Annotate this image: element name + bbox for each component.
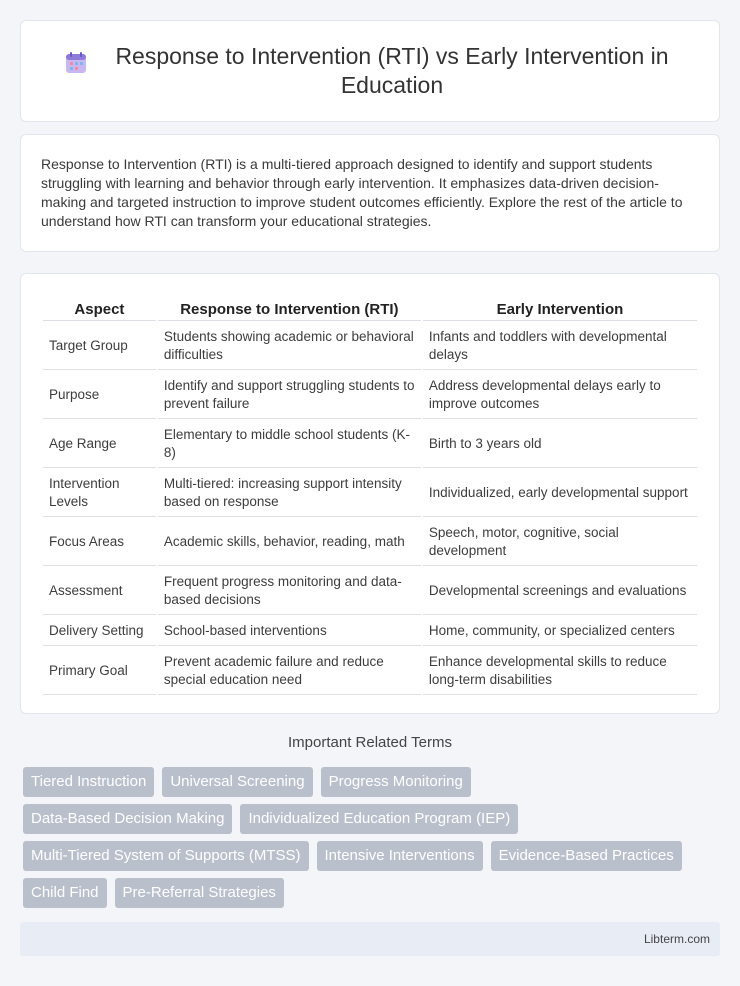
table-cell-early-intervention: Infants and toddlers with developmental delays (423, 323, 697, 370)
table-cell-aspect: Primary Goal (43, 648, 156, 695)
comparison-table-card (20, 273, 720, 714)
table-cell-rti: Identify and support struggling students to prevent failure (158, 372, 421, 419)
table-cell-early-intervention: Enhance developmental skills to reduce long-term disabilities (423, 648, 697, 695)
table-cell-aspect: Purpose (43, 372, 156, 419)
tag-row (23, 878, 723, 908)
column-header-rti: Response to Intervention (RTI) (158, 296, 421, 321)
tag-data-based-decision-making[interactable]: Data-Based Decision Making (23, 804, 232, 834)
table-cell-early-intervention: Address developmental delays early to improve outcomes (423, 372, 697, 419)
comparison-table (41, 294, 699, 697)
table-row (43, 372, 697, 419)
tag-child-find[interactable]: Child Find (23, 878, 107, 908)
table-cell-aspect: Intervention Levels (43, 470, 156, 517)
column-header-early-intervention: Early Intervention (423, 296, 697, 321)
table-row (43, 617, 697, 646)
table-cell-rti: Multi-tiered: increasing support intensity based on response (158, 470, 421, 517)
table-cell-early-intervention: Developmental screenings and evaluations (423, 568, 697, 615)
table-cell-aspect: Age Range (43, 421, 156, 468)
intro-card (20, 134, 720, 252)
table-cell-rti: School-based interventions (158, 617, 421, 646)
table-cell-aspect: Delivery Setting (43, 617, 156, 646)
tag-evidence-based-practices[interactable]: Evidence-Based Practices (491, 841, 682, 871)
table-cell-rti: Prevent academic failure and reduce special education need (158, 648, 421, 695)
table-header-row (43, 296, 697, 321)
table-row (43, 519, 697, 566)
table-cell-aspect: Assessment (43, 568, 156, 615)
table-cell-aspect: Focus Areas (43, 519, 156, 566)
tag-universal-screening[interactable]: Universal Screening (162, 767, 312, 797)
table-row (43, 470, 697, 517)
table-cell-rti: Elementary to middle school students (K-8) (158, 421, 421, 468)
tag-pre-referral-strategies[interactable]: Pre-Referral Strategies (115, 878, 284, 908)
table-cell-early-intervention: Home, community, or specialized centers (423, 617, 697, 646)
table-cell-rti: Academic skills, behavior, reading, math (158, 519, 421, 566)
footer (20, 922, 720, 956)
table-cell-early-intervention: Individualized, early developmental support (423, 470, 697, 517)
table-row (43, 323, 697, 370)
tag-tiered-instruction[interactable]: Tiered Instruction (23, 767, 154, 797)
footer-site-link[interactable]: Libterm.com (643, 932, 710, 946)
column-header-aspect: Aspect (43, 296, 156, 321)
table-row (43, 568, 697, 615)
intro-text: Response to Intervention (RTI) is a multi-tiered approach designed to identify and support students struggling with learning and behavior through early intervention. It emphasizes data-driven decision-making and targeted instruction to improve student outcomes efficiently. Explore the rest of the article to understand how RTI can transform your educational strategies. (41, 156, 683, 229)
tag-mtss[interactable]: Multi-Tiered System of Supports (MTSS) (23, 841, 309, 871)
table-cell-rti: Students showing academic or behavioral difficulties (158, 323, 421, 370)
tag-progress-monitoring[interactable]: Progress Monitoring (321, 767, 471, 797)
table-cell-rti: Frequent progress monitoring and data-based decisions (158, 568, 421, 615)
table-row (43, 421, 697, 468)
header-card (20, 20, 720, 122)
tag-intensive-interventions[interactable]: Intensive Interventions (317, 841, 483, 871)
table-cell-early-intervention: Speech, motor, cognitive, social development (423, 519, 697, 566)
calendar-icon (63, 50, 89, 76)
tag-iep[interactable]: Individualized Education Program (IEP) (240, 804, 518, 834)
related-terms-title: Important Related Terms (288, 734, 452, 751)
related-terms-tags (23, 767, 723, 915)
table-cell-aspect: Target Group (43, 323, 156, 370)
table-row (43, 648, 697, 695)
tag-row (23, 841, 723, 871)
table-cell-early-intervention: Birth to 3 years old (423, 421, 697, 468)
page-title: Response to Intervention (RTI) vs Early Intervention in Education (115, 43, 669, 98)
tag-row (23, 804, 723, 834)
tag-row (23, 767, 723, 797)
